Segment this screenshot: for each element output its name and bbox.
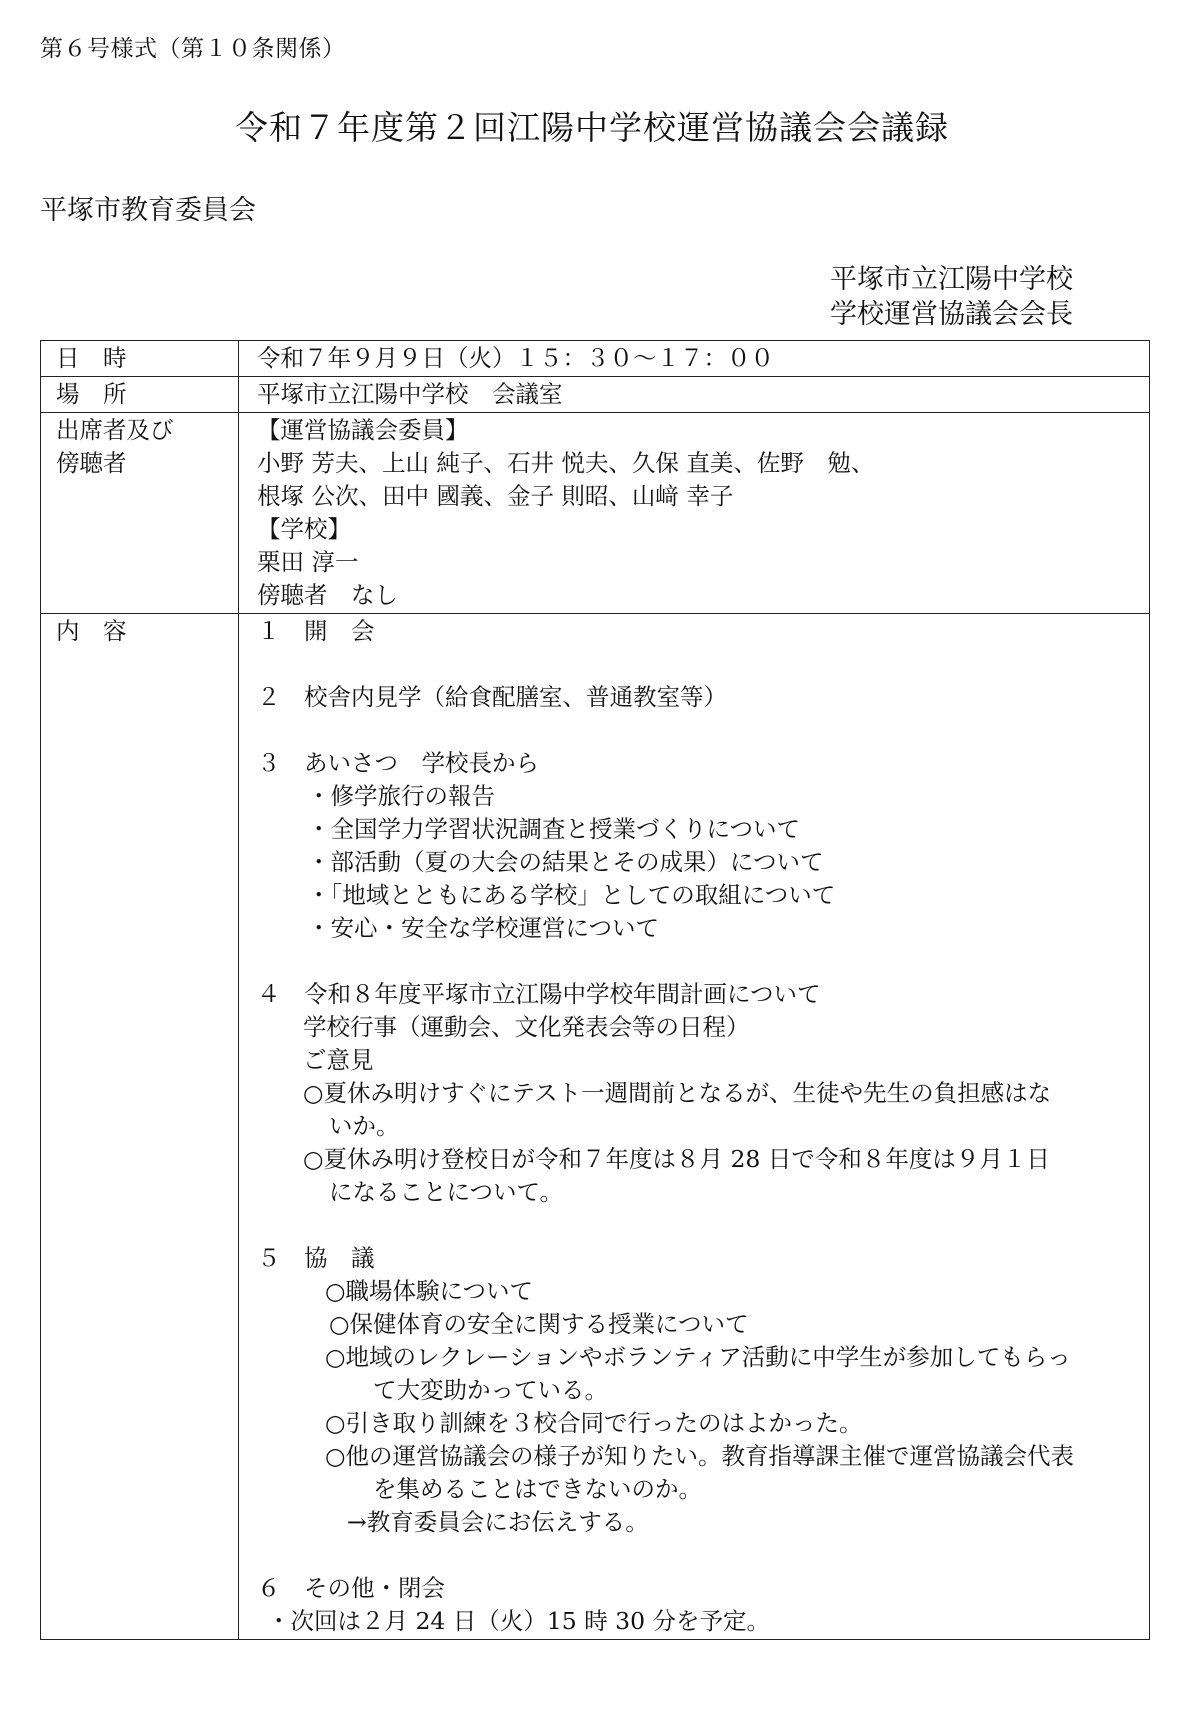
greeting-item: ・部活動（夏の大会の結果とその成果）について xyxy=(307,848,824,876)
opinion-item: ○夏休み明けすぐにテスト一週間前となるが、生徒や先生の負担感はな xyxy=(303,1079,1052,1107)
attendee-line: 栗田 淳一 xyxy=(257,548,359,576)
label-attendees-line1: 出席者及び xyxy=(56,416,174,444)
label-place: 場 所 xyxy=(41,377,239,413)
discussion-item-cont: て大変助かっている。 xyxy=(373,1376,608,1404)
value-place: 平塚市立江陽中学校 会議室 xyxy=(239,377,1150,413)
row-place xyxy=(41,377,1150,413)
discussion-item: ○保健体育の安全に関する授業について xyxy=(329,1310,749,1338)
attendee-line: 傍聴者 なし xyxy=(257,581,398,609)
discussion-item-cont: を集めることはできないのか。 xyxy=(373,1475,702,1503)
sender-role: 学校運営協議会会長 xyxy=(830,299,1073,330)
discussion-item: ○地域のレクレーションやボランティア活動に中学生が参加してもらっ xyxy=(325,1343,1071,1371)
attendee-line: 【学校】 xyxy=(257,515,351,543)
greeting-item: ・「地域とともにある学校」としての取組について xyxy=(307,881,836,909)
value-content xyxy=(239,614,1150,1640)
row-datetime xyxy=(41,341,1150,377)
label-attendees-line2: 傍聴者 xyxy=(56,449,127,477)
section-annual-plan: ４ 令和８年度平塚市立江陽中学校年間計画について xyxy=(257,980,821,1008)
section-greeting: ３ あいさつ 学校長から xyxy=(257,749,539,777)
document-title: 令和７年度第２回江陽中学校運営協議会会議録 xyxy=(235,108,949,147)
opinion-item-cont: いか。 xyxy=(329,1112,400,1140)
attendee-line: 根塚 公次、田中 國義、金子 則昭、山﨑 幸子 xyxy=(257,482,734,510)
discussion-item: ○職場体験について xyxy=(325,1277,534,1305)
attendee-line: 【運営協議会委員】 xyxy=(257,416,469,444)
label-attendees xyxy=(41,413,239,614)
value-attendees xyxy=(239,413,1150,614)
label-datetime: 日 時 xyxy=(41,341,239,377)
discussion-reply: →教育委員会にお伝えする。 xyxy=(347,1508,649,1536)
section-discussion: ５ 協 議 xyxy=(257,1244,375,1272)
greeting-item: ・修学旅行の報告 xyxy=(307,782,495,810)
annual-plan-sub: 学校行事（運動会、文化発表会等の日程） xyxy=(303,1013,750,1041)
sender-block xyxy=(830,262,1073,332)
value-datetime: 令和７年９月９日（火）１５：３０～１７：００ xyxy=(239,341,1150,377)
discussion-item: ○他の運営協議会の様子が知りたい。教育指導課主催で運営協議会代表 xyxy=(325,1442,1075,1470)
attendee-line: 小野 芳夫、上山 純子、石井 悦夫、久保 直美、佐野 勉、 xyxy=(257,449,875,477)
section-tour: ２ 校舎内見学（給食配膳室、普通教室等） xyxy=(257,683,727,711)
row-attendees xyxy=(41,413,1150,614)
greeting-item: ・安心・安全な学校運営について xyxy=(307,914,660,942)
section-closing: ６ その他・閉会 xyxy=(257,1574,445,1602)
sender-school: 平塚市立江陽中学校 xyxy=(830,264,1073,295)
discussion-item: ○引き取り訓練を３校合同で行ったのはよかった。 xyxy=(325,1409,863,1437)
section-opening: １ 開 会 xyxy=(257,617,375,645)
closing-note: ・次回は２月 24 日（火）15 時 30 分を予定。 xyxy=(267,1607,771,1635)
greeting-item: ・全国学力学習状況調査と授業づくりについて xyxy=(307,815,801,843)
opinion-item: ○夏休み明け登校日が令和７年度は８月 28 日で令和８年度は９月１日 xyxy=(303,1145,1050,1173)
label-content: 内 容 xyxy=(41,614,239,1640)
issuer: 平塚市教育委員会 xyxy=(40,195,256,226)
opinion-item-cont: になることについて。 xyxy=(329,1178,564,1206)
annual-plan-opinion: ご意見 xyxy=(303,1046,374,1074)
minutes-table xyxy=(40,340,1150,1640)
form-number: 第６号様式（第１０条関係） xyxy=(40,36,346,62)
row-content xyxy=(41,614,1150,1640)
